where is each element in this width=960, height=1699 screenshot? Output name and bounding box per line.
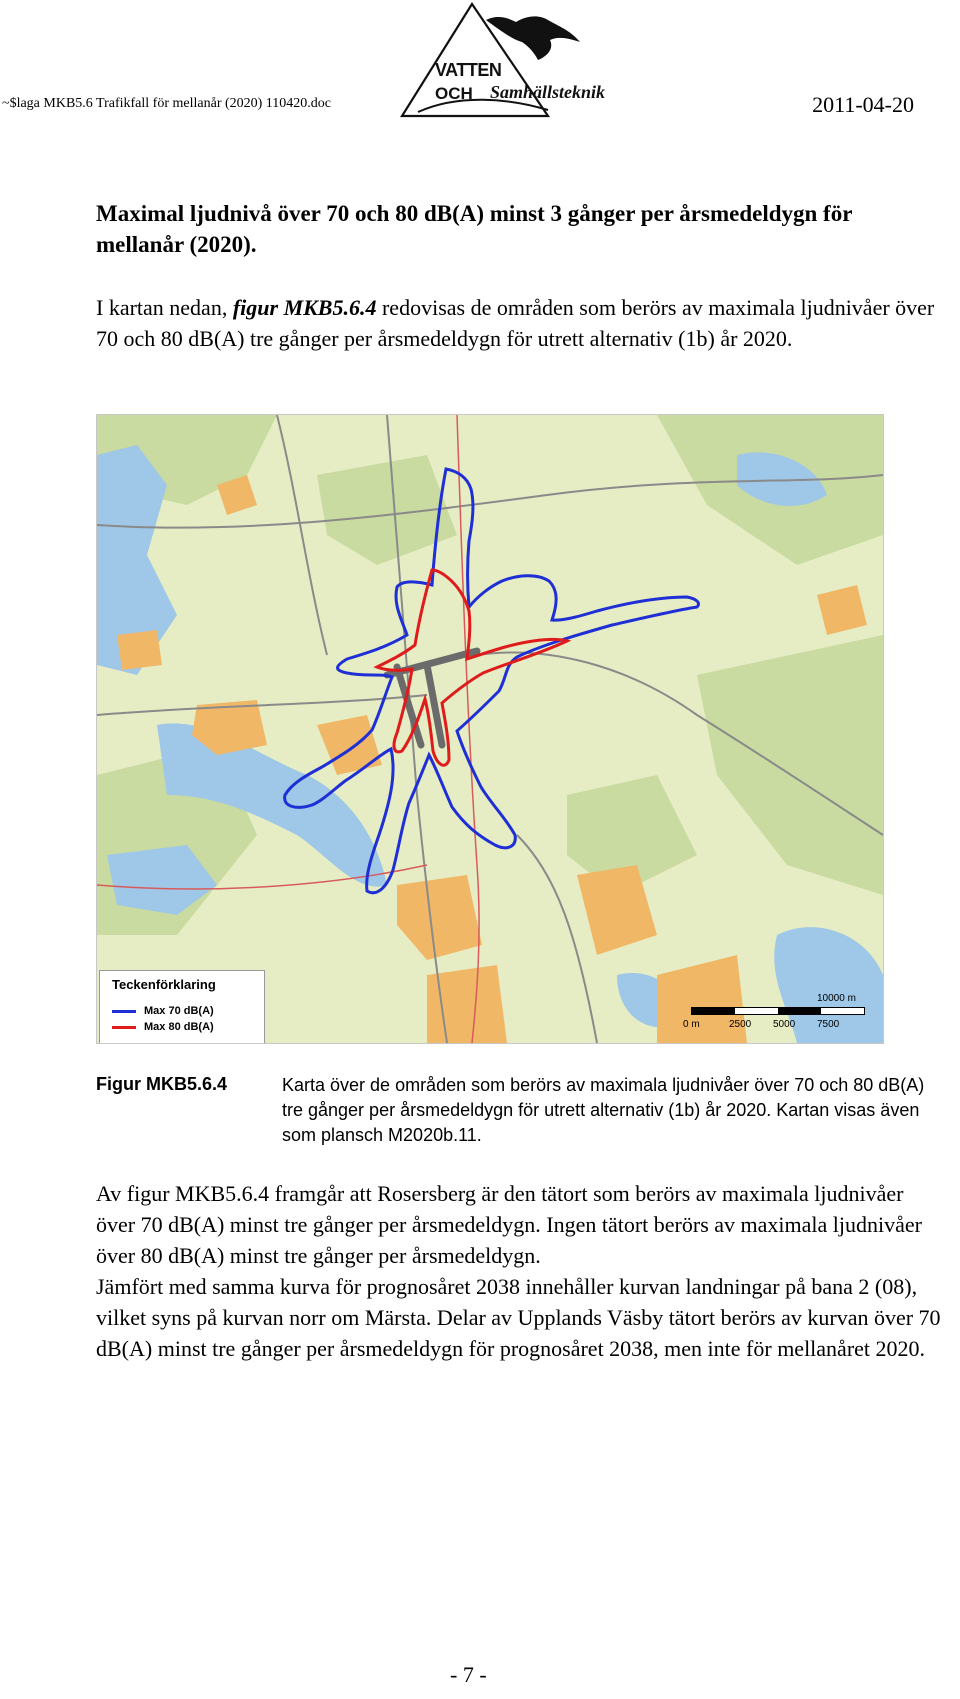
header-filename: ~$laga MKB5.6 Trafikfall för mellanår (2020) 110420.doc: [2, 96, 331, 111]
figure-reference: figur MKB5.6.4: [232, 295, 377, 320]
intro-text-end: redovisas de områden som berörs av maximala ljudnivåer över 70 och 80 dB(A) tre gånger per årsmedeldygn för utrett alternativ (1b) år 2020.: [96, 295, 935, 351]
scale-bar-graphic: [691, 1007, 865, 1015]
legend-item-70dba: [112, 1005, 214, 1017]
company-logo: [398, 2, 630, 140]
legend-item-80dba: [112, 1021, 214, 1033]
scale-tick-1: 2500: [729, 1019, 752, 1030]
noise-contour-map: [96, 414, 884, 1044]
section-heading: Maximal ljudnivå över 70 och 80 dB(A) minst 3 gånger per årsmedeldygn för mellanår (2020).: [96, 201, 853, 257]
page-number: - 7 -: [450, 1662, 487, 1687]
logo-text-vatten: VATTEN: [435, 60, 502, 80]
header-date: 2011-04-20: [812, 92, 914, 117]
legend-title: Teckenförklaring: [112, 977, 216, 992]
logo-graphic: [398, 2, 630, 140]
scale-tick-0: 0 m: [683, 1019, 700, 1030]
map-scale-bar: [677, 993, 877, 1037]
legend-swatch-red: [112, 1026, 136, 1029]
bird-icon: [486, 16, 580, 60]
map-graphic: [97, 415, 883, 1043]
intro-paragraph: [96, 292, 946, 354]
intro-text-start: I kartan nedan,: [96, 295, 233, 320]
legend-label-70dba: Max 70 dB(A): [144, 1005, 214, 1017]
scale-tick-2: 5000: [773, 1019, 796, 1030]
legend-label-80dba: Max 80 dB(A): [144, 1021, 214, 1033]
body-paragraph-1: Av figur MKB5.6.4 framgår att Rosersberg är den tätort som berörs av maximala ljudnivåer över 70 dB(A) minst tre gånger per årsmedeldygn. Ingen tätort berörs av maximala ljudnivåer över 80 dB(A) minst tre gånger per årsmedeldygn.: [96, 1181, 922, 1268]
scale-unit: 10000 m: [817, 993, 856, 1004]
body-paragraph-2: Jämfört med samma kurva för prognosåret 2038 innehåller kurvan landningar på bana 2 (08), vilket syns på kurvan norr om Märsta. Delar av Upplands Väsby tätort berörs av kurvan över 70 dB(A) minst tre gånger per årsmedeldygn för prognosåret 2038, men inte för mellanåret 2020.: [96, 1274, 941, 1361]
logo-text-samhallsteknik: Samhällsteknik: [490, 82, 606, 102]
logo-text-och: OCH: [435, 84, 473, 103]
figure-caption-label: Figur MKB5.6.4: [96, 1074, 228, 1094]
scale-tick-3: 7500: [817, 1019, 840, 1030]
legend-swatch-blue: [112, 1010, 136, 1013]
map-legend: [99, 970, 265, 1043]
body-text: [96, 1178, 946, 1364]
figure-caption-text: Karta över de områden som berörs av maximala ljudnivåer över 70 och 80 dB(A) tre gånger per årsmedeldygn för utrett alternativ (1b) år 2020. Kartan visas även som plansch M2020b.11.: [282, 1075, 925, 1145]
